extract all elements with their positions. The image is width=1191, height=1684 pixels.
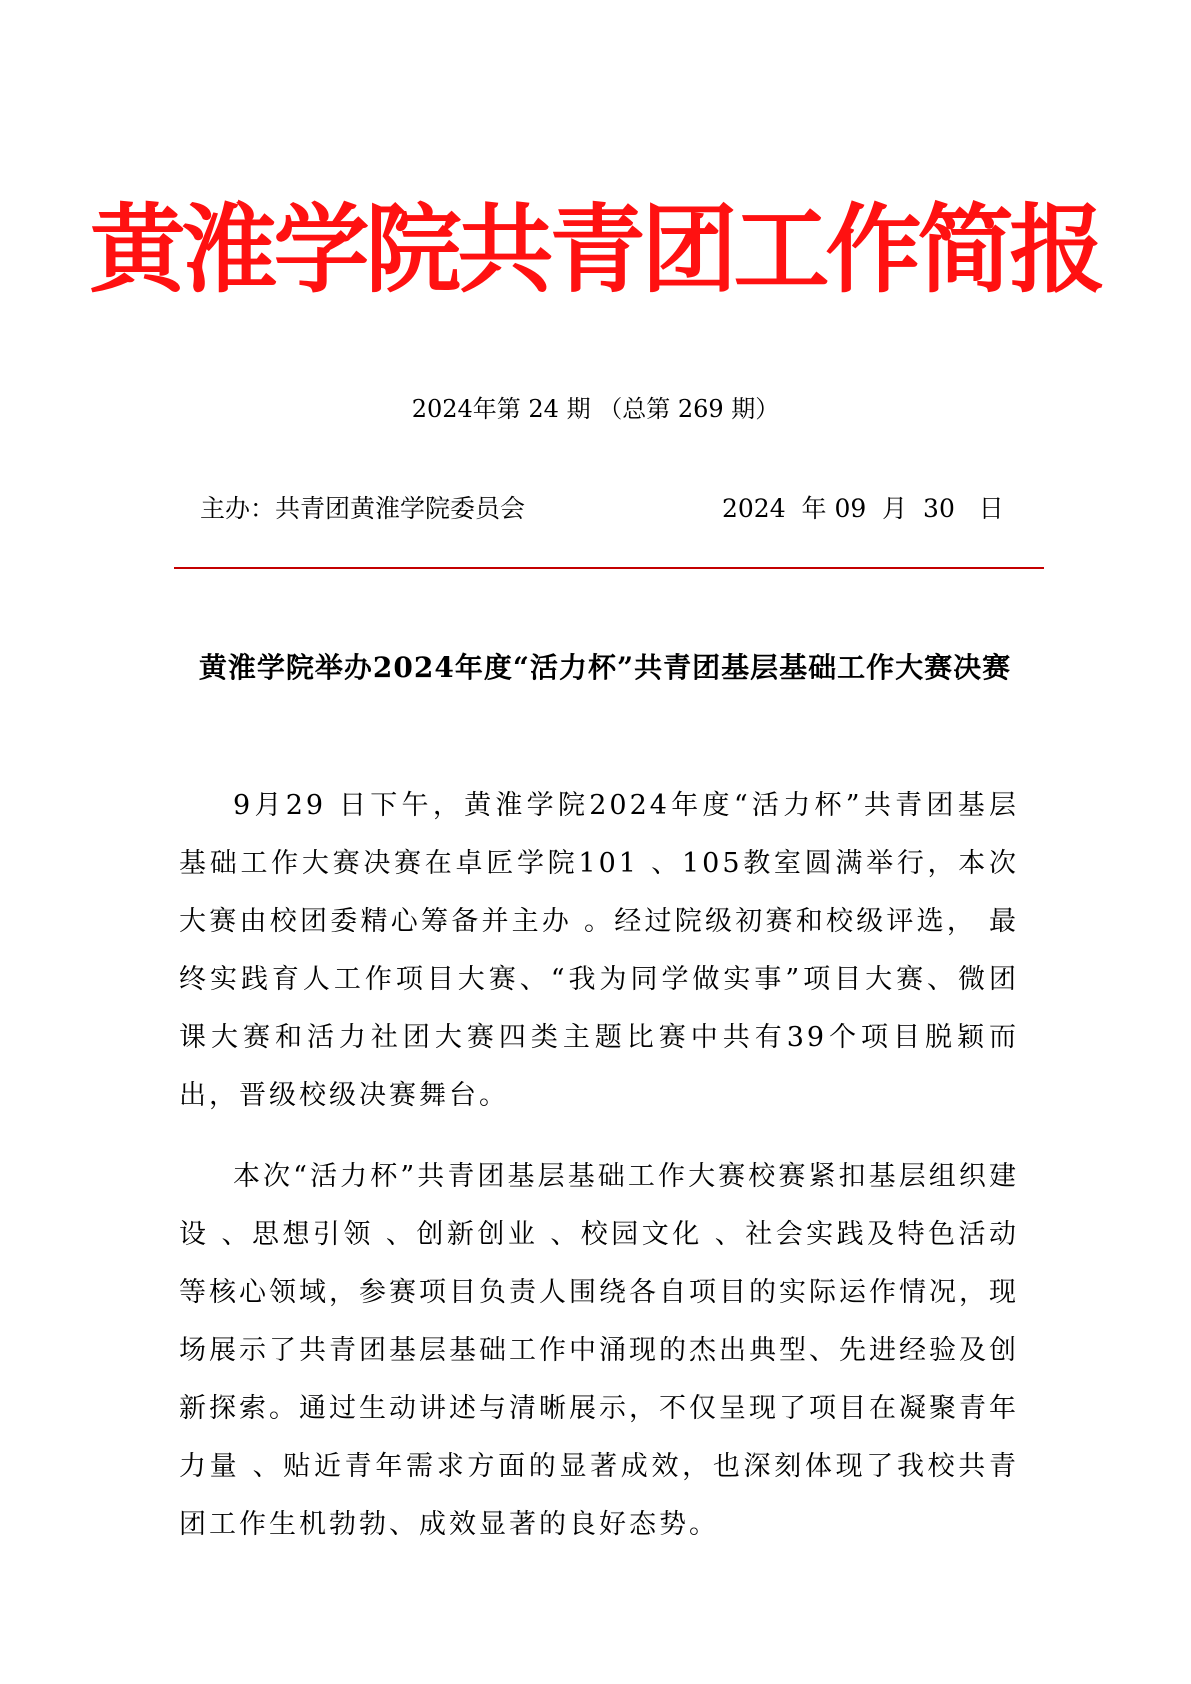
header-divider (174, 567, 1044, 569)
article-paragraph: 9月29 日下午，黄淮学院2024年度“活力杯”共青团基层基础工作大赛决赛在卓匠学院101 、105教室圆满举行，本次大赛由校团委精心筹备并主办 。经过院级初赛和校级评选， 最终实践育人工作项目大赛、“我为同学做实事”项目大赛、微团课大赛和活力社团大赛四类主题比赛中共有39个项目脱颖而出，晋级校级决赛舞台。 (179, 790, 1019, 1111)
publish-date: 2024 年 09 月 30 日 (722, 494, 1004, 523)
newsletter-masthead: 黄淮学院共青团工作简报 (89, 194, 1102, 306)
article-title: 黄淮学院举办2024年度“活力杯”共青团基层基础工作大赛决赛 (198, 651, 1012, 684)
issue-number: 2024年第 24 期 （总第 269 期） (411, 395, 780, 423)
article-paragraph: 本次“活力杯”共青团基层基础工作大赛校赛紧扣基层组织建设 、思想引领 、创新创业 、校园文化 、社会实践及特色活动等核心领域，参赛项目负责人围绕各自项目的实际运作情况，现场展示了共青团基层基础工作中涌现的杰出典型、先进经验及创新探索。通过生动讲述与清晰展示，不仅呈现了项目在凝聚青年力量 、贴近青年需求方面的显著成效，也深刻体现了我校共青团工作生机勃勃、成效显著的良好态势。 (179, 1161, 1019, 1540)
sponsor-line: 主办：共青团黄淮学院委员会 (200, 494, 526, 523)
